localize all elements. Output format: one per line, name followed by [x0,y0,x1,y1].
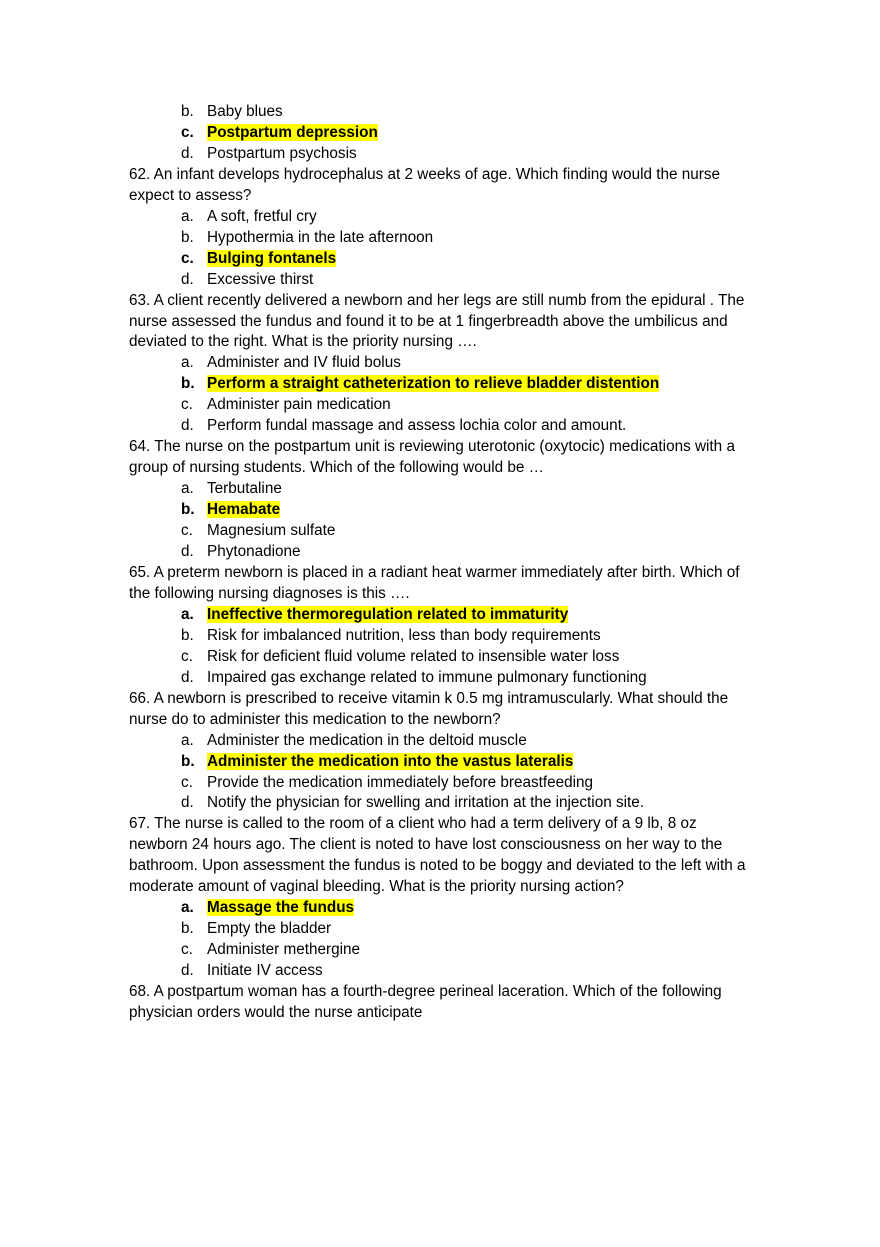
option-text: Baby blues [207,103,283,120]
answer-option-correct [129,752,779,773]
question-text-line: 64. The nurse on the postpartum unit is reviewing uterotonic (oxytocic) medications with a [129,438,735,456]
answer-option [129,542,779,563]
option-text: Administer the medication in the deltoid muscle [207,731,527,749]
option-text: Provide the medication immediately before breastfeeding [207,773,594,791]
option-letter: c. [181,123,194,141]
answer-option [129,626,779,647]
option-letter: d. [181,543,194,561]
option-letter: b. [181,228,194,246]
question-text-line: the following nursing diagnoses is this …. [129,584,410,602]
question-stem [129,814,779,898]
option-letter: c. [181,773,193,791]
option-text: Perform fundal massage and assess lochia color and amount. [207,417,627,435]
answer-option [129,353,779,374]
question-text-line: group of nursing students. Which of the following would be … [129,459,544,477]
option-letter: c. [181,941,193,959]
answer-option [129,731,779,752]
question-stem [129,291,779,354]
option-letter: a. [181,605,194,623]
option-letter: b. [181,752,195,770]
option-letter: b. [181,501,195,519]
option-text: Empty the bladder [207,920,332,938]
highlighted-answer-text: Bulging fontanels [207,249,337,267]
answer-option [129,793,779,814]
option-letter: d. [181,270,194,288]
option-letter: b. [181,920,194,938]
answer-option [129,207,779,228]
question-text-line: expect to assess? [129,186,252,204]
option-text: Administer and IV fluid bolus [207,354,401,372]
answer-option [129,919,779,940]
answer-option [129,228,779,249]
answer-option-correct [129,500,779,521]
option-text: Administer methergine [207,941,361,959]
option-text: Terbutaline [207,480,282,498]
option-letter: c. [181,396,193,414]
option-text: Hypothermia in the late afternoon [207,228,434,246]
answer-option-correct [129,249,779,270]
question-text-line: deviated to the right. What is the priority nursing …. [129,333,477,351]
option-text: Administer pain medication [207,396,391,414]
option-text: Notify the physician for swelling and irritation at the injection site. [207,794,645,812]
option-text: Risk for imbalanced nutrition, less than body requirements [207,626,601,644]
answer-option-correct [129,123,779,144]
answer-option-correct [129,374,779,395]
answer-option [129,773,779,794]
option-letter: a. [181,480,194,498]
question-stem [129,165,779,207]
question-text-line: bathroom. Upon assessment the fundus is noted to be boggy and deviated to the left with a [129,857,746,875]
option-text: Magnesium sulfate [207,522,336,540]
answer-option-correct [129,605,779,626]
option-text: Excessive thirst [207,270,314,288]
question-text-line: moderate amount of vaginal bleeding. What is the priority nursing action? [129,878,624,896]
option-letter: d. [181,144,194,162]
option-letter: a. [181,731,194,749]
option-letter: b. [181,103,194,120]
option-letter: c. [181,522,193,540]
option-letter: c. [181,249,194,267]
option-letter: c. [181,647,193,665]
option-letter: b. [181,626,194,644]
question-text-line: 67. The nurse is called to the room of a client who had a term delivery of a 9 lb, 8 oz [129,815,697,833]
answer-option [129,395,779,416]
question-text-line: 65. A preterm newborn is placed in a radiant heat warmer immediately after birth. Which of [129,563,740,581]
option-letter: a. [181,207,194,225]
question-stem [129,563,779,605]
option-letter: b. [181,375,195,393]
option-letter: d. [181,962,194,980]
highlighted-answer-text: Ineffective thermoregulation related to immaturity [207,605,569,623]
option-letter: d. [181,417,194,435]
question-text-line: 63. A client recently delivered a newborn and her legs are still numb from the epidural . The [129,291,745,309]
question-stem [129,982,779,1024]
option-letter: a. [181,899,194,917]
answer-option [129,647,779,668]
highlighted-answer-text: Perform a straight catheterization to relieve bladder distention [207,375,660,393]
answer-option [129,479,779,500]
answer-option [129,521,779,542]
option-text: Phytonadione [207,543,301,561]
option-letter: d. [181,668,194,686]
option-text: A soft, fretful cry [207,207,317,225]
question-text-line: physician orders would the nurse anticipate [129,1003,423,1021]
option-text: Impaired gas exchange related to immune pulmonary functioning [207,668,647,686]
answer-option [129,102,779,123]
highlighted-answer-text: Postpartum depression [207,123,378,141]
option-letter: a. [181,354,194,372]
highlighted-answer-text: Massage the fundus [207,899,355,917]
question-text-line: 68. A postpartum woman has a fourth-degree perineal laceration. Which of the following [129,983,722,1001]
option-text: Initiate IV access [207,962,323,980]
question-stem [129,437,779,479]
question-text-line: nurse assessed the fundus and found it to be at 1 fingerbreadth above the umbilicus and [129,312,728,330]
question-text-line: 62. An infant develops hydrocephalus at 2 weeks of age. Which finding would the nurse [129,165,721,183]
answer-option [129,668,779,689]
highlighted-answer-text: Hemabate [207,501,281,519]
question-text-line: nurse do to administer this medication to the newborn? [129,710,501,728]
option-text: Postpartum psychosis [207,144,357,162]
option-text: Risk for deficient fluid volume related to insensible water loss [207,647,620,665]
answer-option [129,961,779,982]
question-stem [129,689,779,731]
answer-option [129,144,779,165]
highlighted-answer-text: Administer the medication into the vastus lateralis [207,752,574,770]
answer-option [129,940,779,961]
quiz-content [129,102,779,1024]
option-letter: d. [181,794,194,812]
question-text-line: 66. A newborn is prescribed to receive vitamin k 0.5 mg intramuscularly. What should the [129,689,729,707]
answer-option-correct [129,898,779,919]
answer-option [129,416,779,437]
question-text-line: newborn 24 hours ago. The client is noted to have lost consciousness on her way to the [129,836,723,854]
answer-option [129,270,779,291]
